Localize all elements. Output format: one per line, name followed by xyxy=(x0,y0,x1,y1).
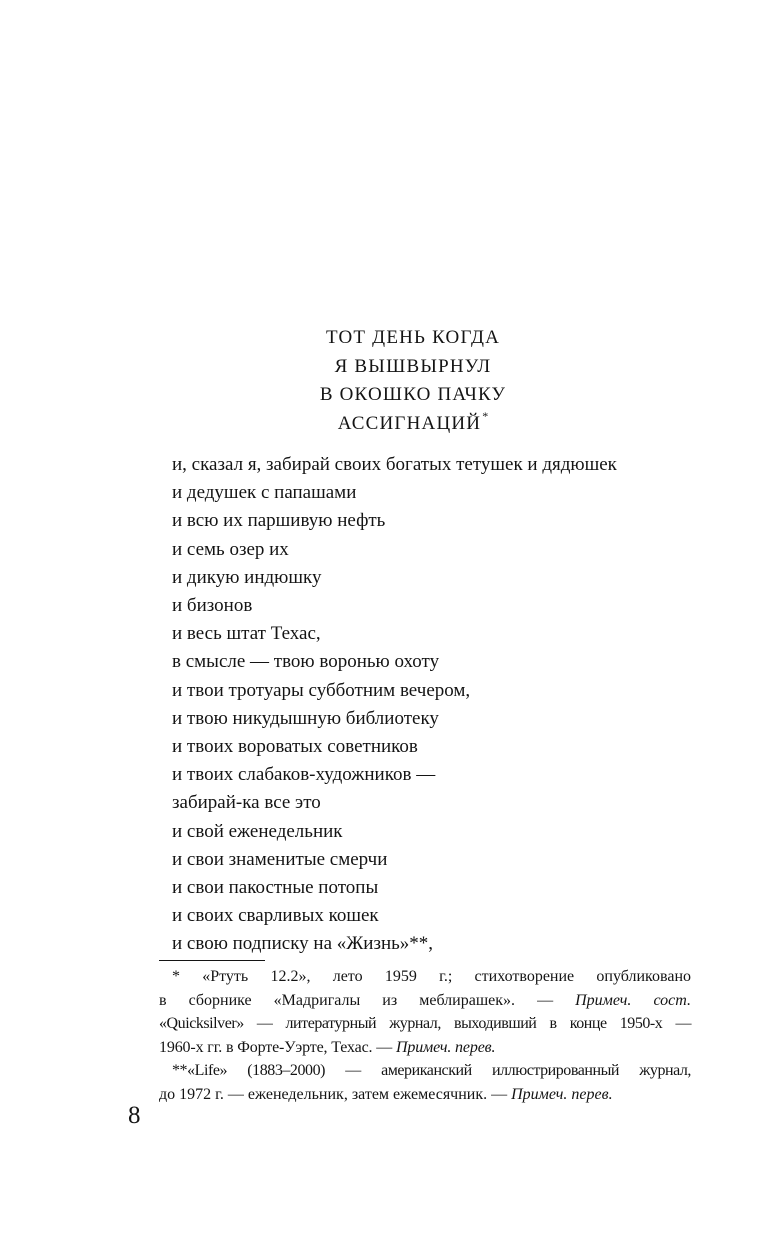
footnote-2-line-2-text: до 1972 г. — еженедельник, затем ежемесячник. — xyxy=(159,1085,508,1103)
poem-line-2: и дедушек с папашами xyxy=(172,482,357,504)
poem-body xyxy=(172,451,732,959)
footnote-1-translator-note: Примеч. перев. xyxy=(395,1038,496,1056)
footnote-1-compiler-note: Примеч. сост. xyxy=(575,991,692,1009)
poem-title xyxy=(0,324,768,438)
poem-line-15: и свои знаменитые смерчи xyxy=(172,848,388,870)
poem-line-7: и весь штат Техас, xyxy=(172,623,321,645)
poem-line-9: и твои тротуары субботним вечером, xyxy=(172,679,471,701)
title-line-3: В ОКОШКО ПАЧКУ xyxy=(319,384,507,405)
poem-line-3: и всю их паршивую нефть xyxy=(172,510,386,532)
poem-line-5: и дикую индюшку xyxy=(172,566,322,588)
poem-line-17: и своих сварливых кошек xyxy=(172,905,379,927)
title-line-1: ТОТ ДЕНЬ КОГДА xyxy=(325,327,501,348)
page-number: 8 xyxy=(128,1102,141,1129)
poem-line-1: и, сказал я, забирай своих богатых тетушек и дядюшек xyxy=(172,454,617,475)
poem-line-10: и твою никудышную библиотеку xyxy=(172,707,439,729)
poem-line-8: в смысле — твою воронью охоту xyxy=(172,651,440,673)
title-line-4 xyxy=(0,410,768,439)
footnote-1-line-3: «Quicksilver» — литературный журнал, выходивший в конце 1950-х — xyxy=(159,1015,691,1032)
poem-line-18: и свою подписку на «Жизнь»**, xyxy=(172,933,434,955)
footnote-1-line-2-text: в сборнике «Мадригалы из меблирашек». — xyxy=(159,991,554,1009)
title-line-4-text: АССИГНАЦИЙ xyxy=(337,412,482,434)
poem-line-12: и твоих слабаков-художников — xyxy=(172,764,436,786)
footnote-1-line-4-text: 1960-х гг. в Форте-Уэрте, Техас. — xyxy=(159,1038,393,1056)
footnote-separator xyxy=(159,960,265,961)
footnote-2-line-1: **«Life» (1883–2000) — американский иллюстрированный журнал, xyxy=(172,1062,691,1079)
footnote-1-line-1: * «Ртуть 12.2», лето 1959 г.; стихотворение опубликовано xyxy=(172,968,691,985)
footnote-2-line-2 xyxy=(159,1083,691,1107)
poem-line-16: и свои пакостные потопы xyxy=(172,877,379,899)
poem-line-13: забирай-ка все это xyxy=(172,792,321,814)
footnote-1-line-4 xyxy=(159,1036,691,1060)
poem-line-11: и твоих вороватых советников xyxy=(172,736,418,758)
poem-line-14: и свой еженедельник xyxy=(172,820,343,842)
poem-line-6: и бизонов xyxy=(172,595,253,617)
footnote-1-line-2 xyxy=(159,989,691,1013)
footnote-2-translator-note: Примеч. перев. xyxy=(511,1085,613,1103)
footnotes xyxy=(159,965,691,1106)
poem-line-4: и семь озер их xyxy=(172,538,289,560)
title-line-2: Я ВЫШВЫРНУЛ xyxy=(334,355,492,377)
title-footnote-mark: * xyxy=(482,408,489,423)
